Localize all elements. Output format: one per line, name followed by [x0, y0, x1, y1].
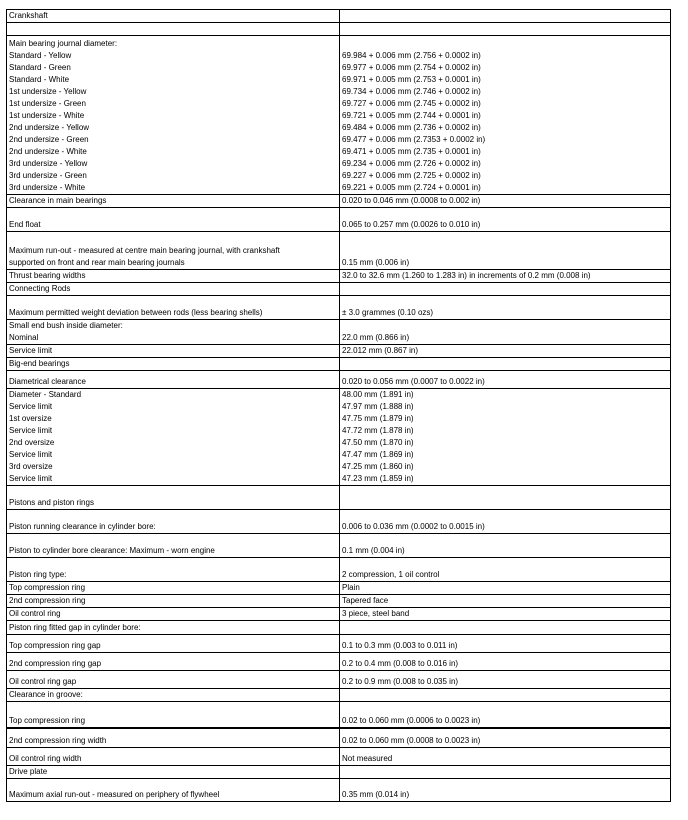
- spec-value-line: 0.02 to 0.060 mm (0.0006 to 0.0023 in): [342, 715, 481, 725]
- spec-label-line: 1st undersize - White: [9, 111, 85, 120]
- spec-label-line: Connecting Rods: [9, 284, 71, 293]
- spec-value-line: 47.47 mm (1.869 in): [342, 450, 414, 459]
- spec-label-line: 2nd undersize - White: [9, 147, 87, 156]
- spec-row: [7, 766, 671, 779]
- spec-value-line: [342, 358, 668, 370]
- spec-label-line: 2nd undersize - Yellow: [9, 123, 90, 132]
- spec-label-line: Drive plate: [9, 767, 48, 776]
- spec-label-cell: [7, 208, 340, 232]
- spec-label-line: 2nd compression ring width: [9, 736, 107, 745]
- spec-value-line: 47.72 mm (1.878 in): [342, 426, 414, 435]
- spec-value-line: 0.02 to 0.060 mm (0.0008 to 0.0023 in): [342, 736, 481, 745]
- spec-row: [7, 671, 671, 689]
- spec-value-cell: [340, 10, 671, 23]
- spec-row: [7, 208, 671, 232]
- spec-value-cell: [340, 270, 671, 283]
- spec-label-cell: [7, 296, 340, 320]
- spec-label-cell: [7, 689, 340, 702]
- spec-value-cell: [340, 296, 671, 320]
- spec-label-line: Maximum permitted weight deviation between rods (less bearing shells): [9, 308, 263, 317]
- spec-value-cell: [340, 389, 671, 486]
- spec-label-cell: [7, 779, 340, 802]
- spec-row: [7, 702, 671, 728]
- spec-value-line: [342, 689, 668, 701]
- spec-label-line: 1st oversize: [9, 414, 52, 423]
- spec-row: [7, 10, 671, 23]
- spec-label-line: Standard - Green: [9, 63, 71, 72]
- spec-value-line: 0.2 to 0.9 mm (0.008 to 0.035 in): [342, 677, 459, 686]
- spec-value-line: 69.227 + 0.006 mm (2.725 + 0.0002 in): [342, 171, 481, 180]
- spec-value-line: 69.471 + 0.005 mm (2.735 + 0.0001 in): [342, 147, 481, 156]
- spec-value-line: [342, 245, 668, 257]
- spec-label-line: Service limit: [9, 402, 53, 411]
- spec-value-line: 69.221 + 0.005 mm (2.724 + 0.0001 in): [342, 183, 481, 192]
- spec-value-line: 0.020 to 0.056 mm (0.0007 to 0.0022 in): [342, 377, 485, 386]
- spec-value-cell: [340, 595, 671, 608]
- spec-label-cell: [7, 728, 340, 748]
- spec-row: [7, 195, 671, 208]
- spec-value-cell: [340, 635, 671, 653]
- spec-label-cell: [7, 534, 340, 558]
- spec-label-line: Maximum run-out - measured at centre main bearing journal, with crankshaft: [9, 246, 280, 255]
- spec-value-line: Tapered face: [342, 596, 389, 605]
- spec-label-cell: [7, 486, 340, 510]
- spec-label-line: Piston running clearance in cylinder bore:: [9, 522, 156, 531]
- spec-value-line: 47.25 mm (1.860 in): [342, 462, 414, 471]
- spec-label-line: 1st undersize - Green: [9, 99, 86, 108]
- spec-label-cell: [7, 232, 340, 270]
- spec-value-line: [342, 283, 668, 295]
- spec-label-cell: [7, 582, 340, 595]
- spec-label-line: 3rd undersize - Green: [9, 171, 87, 180]
- spec-value-cell: [340, 208, 671, 232]
- spec-label-line: 3rd undersize - Yellow: [9, 159, 88, 168]
- spec-label-cell: [7, 635, 340, 653]
- spec-value-line: Not measured: [342, 754, 393, 763]
- spec-value-line: 0.1 mm (0.004 in): [342, 546, 405, 555]
- spec-value-line: [342, 497, 668, 509]
- spec-row: [7, 653, 671, 671]
- spec-label-line: Main bearing journal diameter:: [9, 39, 118, 48]
- spec-label-cell: [7, 389, 340, 486]
- spec-value-line: [342, 622, 668, 634]
- spec-row: [7, 558, 671, 582]
- spec-row: [7, 728, 671, 748]
- spec-label-line: Nominal: [9, 333, 39, 342]
- spec-value-line: 32.0 to 32.6 mm (1.260 to 1.283 in) in increments of 0.2 mm (0.008 in): [342, 271, 591, 280]
- spec-value-line: 22.0 mm (0.866 in): [342, 333, 410, 342]
- spec-value-line: ± 3.0 grammes (0.10 ozs): [342, 308, 434, 317]
- spec-label-cell: [7, 766, 340, 779]
- spec-label-line: Service limit: [9, 346, 53, 355]
- spec-value-cell: [340, 195, 671, 208]
- spec-value-cell: [340, 23, 671, 36]
- spec-value-line: 47.50 mm (1.870 in): [342, 438, 414, 447]
- spec-row: [7, 689, 671, 702]
- spec-label-line: Top compression ring gap: [9, 641, 101, 650]
- spec-value-line: 0.065 to 0.257 mm (0.0026 to 0.010 in): [342, 220, 481, 229]
- spec-value-line: 0.006 to 0.036 mm (0.0002 to 0.0015 in): [342, 522, 485, 531]
- spec-label-cell: [7, 510, 340, 534]
- spec-label-line: Maximum axial run-out - measured on periphery of flywheel: [9, 790, 220, 799]
- spec-value-line: [342, 38, 668, 50]
- spec-row: [7, 595, 671, 608]
- spec-value-line: 2 compression, 1 oil control: [342, 570, 440, 579]
- spec-label-line: Big-end bearings: [9, 359, 70, 368]
- spec-row: [7, 371, 671, 389]
- spec-label-line: Oil control ring gap: [9, 677, 77, 686]
- spec-value-cell: [340, 510, 671, 534]
- spec-value-line: 69.484 + 0.006 mm (2.736 + 0.0002 in): [342, 123, 481, 132]
- spec-label-line: Clearance in main bearings: [9, 196, 107, 205]
- spec-label-cell: [7, 702, 340, 728]
- spec-value-cell: [340, 728, 671, 748]
- spec-value-line: 0.35 mm (0.014 in): [342, 790, 410, 799]
- spec-label-line: Thrust bearing widths: [9, 271, 86, 280]
- spec-value-cell: [340, 345, 671, 358]
- spec-value-cell: [340, 283, 671, 296]
- spec-value-cell: [340, 779, 671, 802]
- spec-label-cell: [7, 320, 340, 345]
- spec-value-line: 0.1 to 0.3 mm (0.003 to 0.011 in): [342, 641, 458, 650]
- spec-row: [7, 345, 671, 358]
- spec-label-line: 3rd undersize - White: [9, 183, 86, 192]
- spec-label-line: Top compression ring: [9, 583, 86, 592]
- spec-row: [7, 23, 671, 36]
- spec-row: [7, 510, 671, 534]
- spec-label-line: Diameter - Standard: [9, 390, 82, 399]
- spec-label-line: Oil control ring width: [9, 754, 82, 763]
- spec-value-line: 69.734 + 0.006 mm (2.746 + 0.0002 in): [342, 87, 481, 96]
- specification-table-body: [7, 10, 671, 802]
- spec-value-cell: [340, 232, 671, 270]
- spec-label-cell: [7, 195, 340, 208]
- spec-row: [7, 779, 671, 802]
- spec-label-cell: [7, 23, 340, 36]
- spec-label-cell: [7, 608, 340, 621]
- spec-value-line: 0.2 to 0.4 mm (0.008 to 0.016 in): [342, 659, 459, 668]
- spec-row: [7, 621, 671, 635]
- spec-row: [7, 635, 671, 653]
- spec-label-cell: [7, 345, 340, 358]
- spec-value-line: 47.97 mm (1.888 in): [342, 402, 414, 411]
- spec-value-line: 69.971 + 0.005 mm (2.753 + 0.0001 in): [342, 75, 481, 84]
- specification-table: [6, 9, 671, 802]
- spec-row: [7, 270, 671, 283]
- spec-value-cell: [340, 748, 671, 766]
- spec-label-cell: [7, 10, 340, 23]
- spec-value-line: 69.234 + 0.006 mm (2.726 + 0.0002 in): [342, 159, 481, 168]
- spec-label-cell: [7, 748, 340, 766]
- spec-value-cell: [340, 653, 671, 671]
- spec-label-line: Diametrical clearance: [9, 377, 86, 386]
- spec-value-line: 48.00 mm (1.891 in): [342, 390, 414, 399]
- spec-value-cell: [340, 766, 671, 779]
- spec-label-line: 2nd oversize: [9, 438, 55, 447]
- spec-row: [7, 389, 671, 486]
- spec-label-line: 1st undersize - Yellow: [9, 87, 87, 96]
- spec-value-line: [342, 10, 668, 22]
- spec-label-line: Piston ring fitted gap in cylinder bore:: [9, 623, 141, 632]
- spec-value-cell: [340, 671, 671, 689]
- spec-row: [7, 283, 671, 296]
- spec-value-cell: [340, 486, 671, 510]
- spec-value-line: [342, 320, 668, 332]
- spec-label-line: [9, 23, 337, 35]
- spec-value-line: 69.727 + 0.006 mm (2.745 + 0.0002 in): [342, 99, 481, 108]
- spec-label-line: Oil control ring: [9, 609, 61, 618]
- spec-label-cell: [7, 371, 340, 389]
- spec-label-line: Piston ring type:: [9, 570, 67, 579]
- spec-value-line: 69.977 + 0.006 mm (2.754 + 0.0002 in): [342, 63, 481, 72]
- spec-label-line: Standard - White: [9, 75, 70, 84]
- spec-value-line: [342, 23, 668, 35]
- spec-label-line: Clearance in groove:: [9, 690, 83, 699]
- spec-row: [7, 748, 671, 766]
- spec-label-line: Standard - Yellow: [9, 51, 72, 60]
- spec-label-line: Service limit: [9, 474, 53, 483]
- spec-label-cell: [7, 358, 340, 371]
- spec-value-line: 69.477 + 0.006 mm (2.7353 + 0.0002 in): [342, 135, 486, 144]
- spec-label-line: 2nd compression ring gap: [9, 659, 102, 668]
- spec-value-cell: [340, 358, 671, 371]
- spec-row: [7, 296, 671, 320]
- spec-value-line: Plain: [342, 583, 360, 592]
- spec-label-line: 3rd oversize: [9, 462, 53, 471]
- spec-row: [7, 232, 671, 270]
- spec-value-line: 47.75 mm (1.879 in): [342, 414, 414, 423]
- spec-row: [7, 486, 671, 510]
- spec-row: [7, 534, 671, 558]
- spec-label-cell: [7, 671, 340, 689]
- spec-label-cell: [7, 558, 340, 582]
- spec-value-line: 22.012 mm (0.867 in): [342, 346, 419, 355]
- spec-label-cell: [7, 595, 340, 608]
- spec-value-line: 3 piece, steel band: [342, 609, 410, 618]
- spec-value-cell: [340, 36, 671, 195]
- spec-value-cell: [340, 621, 671, 635]
- spec-row: [7, 608, 671, 621]
- spec-label-cell: [7, 653, 340, 671]
- spec-value-cell: [340, 558, 671, 582]
- spec-value-line: 47.23 mm (1.859 in): [342, 474, 414, 483]
- spec-label-line: End float: [9, 220, 41, 229]
- spec-value-line: 0.15 mm (0.006 in): [342, 258, 410, 267]
- spec-value-cell: [340, 608, 671, 621]
- spec-value-line: [342, 766, 668, 778]
- spec-row: [7, 36, 671, 195]
- spec-label-cell: [7, 621, 340, 635]
- spec-value-line: 69.984 + 0.006 mm (2.756 + 0.0002 in): [342, 51, 481, 60]
- spec-row: [7, 582, 671, 595]
- spec-label-line: 2nd undersize - Green: [9, 135, 89, 144]
- spec-value-cell: [340, 582, 671, 595]
- spec-value-cell: [340, 320, 671, 345]
- spec-label-line: 2nd compression ring: [9, 596, 86, 605]
- spec-label-line: Piston to cylinder bore clearance: Maximum - worn engine: [9, 546, 215, 555]
- spec-label-cell: [7, 36, 340, 195]
- spec-value-cell: [340, 371, 671, 389]
- spec-row: [7, 358, 671, 371]
- spec-label-line: Crankshaft: [9, 11, 48, 20]
- spec-value-line: 69.721 + 0.005 mm (2.744 + 0.0001 in): [342, 111, 481, 120]
- spec-label-cell: [7, 270, 340, 283]
- spec-label-line: Pistons and piston rings: [9, 498, 94, 507]
- spec-value-cell: [340, 702, 671, 728]
- spec-label-line: Service limit: [9, 450, 53, 459]
- spec-label-line: Service limit: [9, 426, 53, 435]
- spec-label-line: supported on front and rear main bearing journals: [9, 258, 185, 267]
- spec-label-line: Top compression ring: [9, 715, 86, 725]
- spec-value-cell: [340, 689, 671, 702]
- spec-label-line: Small end bush inside diameter:: [9, 321, 123, 330]
- spec-row: [7, 320, 671, 345]
- spec-value-line: 0.020 to 0.046 mm (0.0008 to 0.002 in): [342, 196, 481, 205]
- spec-label-cell: [7, 283, 340, 296]
- spec-value-cell: [340, 534, 671, 558]
